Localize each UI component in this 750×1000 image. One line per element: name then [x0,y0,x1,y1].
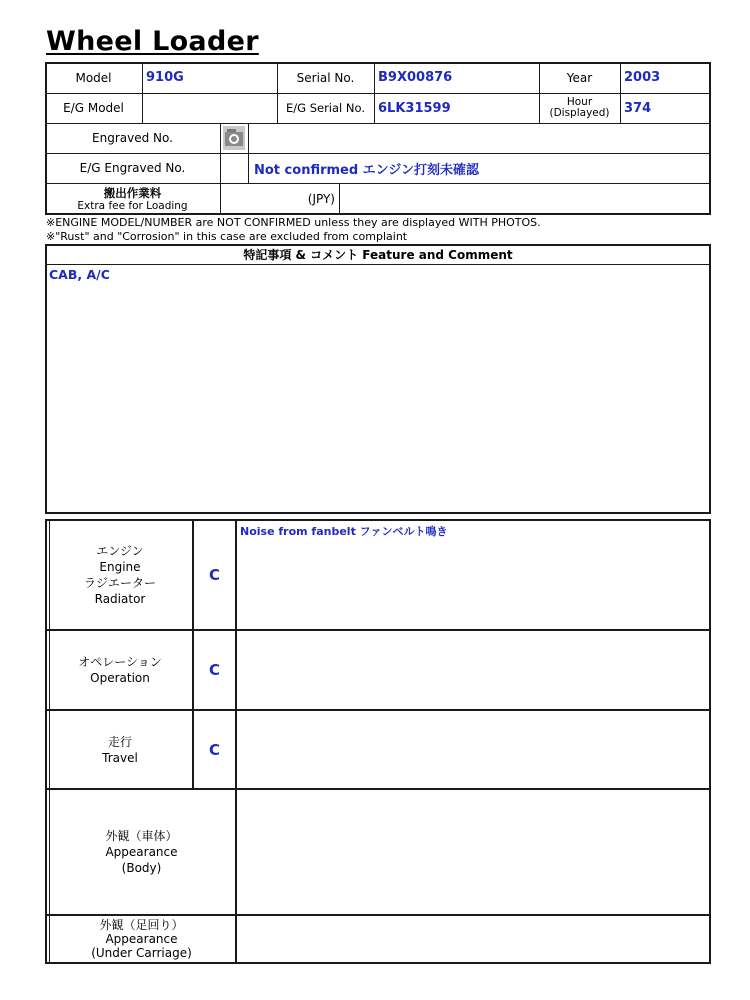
appearance-body-label [48,790,235,914]
radiator-jp: ラジエーター [83,576,156,590]
hour-value: 374 [624,100,652,116]
operation-grade: C [208,661,220,679]
engine-jp: エンジン [96,544,144,558]
hour-label [539,93,620,123]
fee-unit: (JPY) [307,192,335,206]
travel-jp: 走行 [107,734,132,749]
appearance-undercarriage-label [48,916,235,962]
hour-label-line2: (Displayed) [549,107,610,119]
appearance-body-en: Appearance [105,845,178,859]
operation-en: Operation [90,671,150,685]
appearance-body-jp: 外観（車体） [105,829,178,843]
engine-comment: Noise from fanbelt ファンベルト鳴き [240,525,448,538]
fee-label [45,183,220,215]
feature-text: CAB, A/C [49,267,110,282]
engraved-label: Engraved No. [92,131,173,145]
eg-model-label: E/G Model [63,101,124,115]
eg-serial-label: E/G Serial No. [286,101,365,115]
fee-value [339,183,711,215]
appearance-uc-en: Appearance [105,932,178,946]
travel-label [48,711,192,788]
year-value: 2003 [624,70,661,85]
radiator-en: Radiator [94,592,146,606]
note-engine: ※ENGINE MODEL/NUMBER are NOT CONFIRMED unless they are displayed WITH PHOTOS. [46,216,541,229]
feature-box [45,244,711,514]
engine-grade: C [208,566,220,584]
eg-model-value [142,93,277,123]
engine-radiator-label [48,521,192,629]
travel-grade: C [208,740,220,759]
eg-engraved-label: E/G Engraved No. [79,161,186,175]
appearance-body-en2: (Body) [121,861,162,875]
model-label: Model [75,70,112,85]
year-label: Year [566,70,593,85]
serial-value: B9X00876 [378,70,453,85]
travel-en: Travel [102,750,138,765]
engine-en: Engine [99,560,141,574]
feature-header: 特記事項 & コメント Feature and Comment [243,247,513,262]
appearance-uc-en2: (Under Carriage) [91,946,192,960]
hour-label-line1: Hour [566,96,593,108]
serial-label: Serial No. [296,70,355,85]
camera-icon[interactable] [223,126,245,150]
operation-jp: オペレーション [78,655,162,669]
appearance-uc-jp: 外観（足回り） [99,918,184,932]
operation-label [48,631,192,709]
model-value: 910G [146,70,184,85]
eg-engraved-value: Not confirmed エンジン打刻未確認 [254,162,480,178]
page-title: Wheel Loader [46,26,259,57]
fee-label-jp: 搬出作業料 [103,185,162,200]
note-rust: ※"Rust" and "Corrosion" in this case are excluded from complaint [46,230,408,243]
fee-label-en: Extra fee for Loading [77,199,188,212]
eg-serial-value: 6LK31599 [378,100,451,116]
